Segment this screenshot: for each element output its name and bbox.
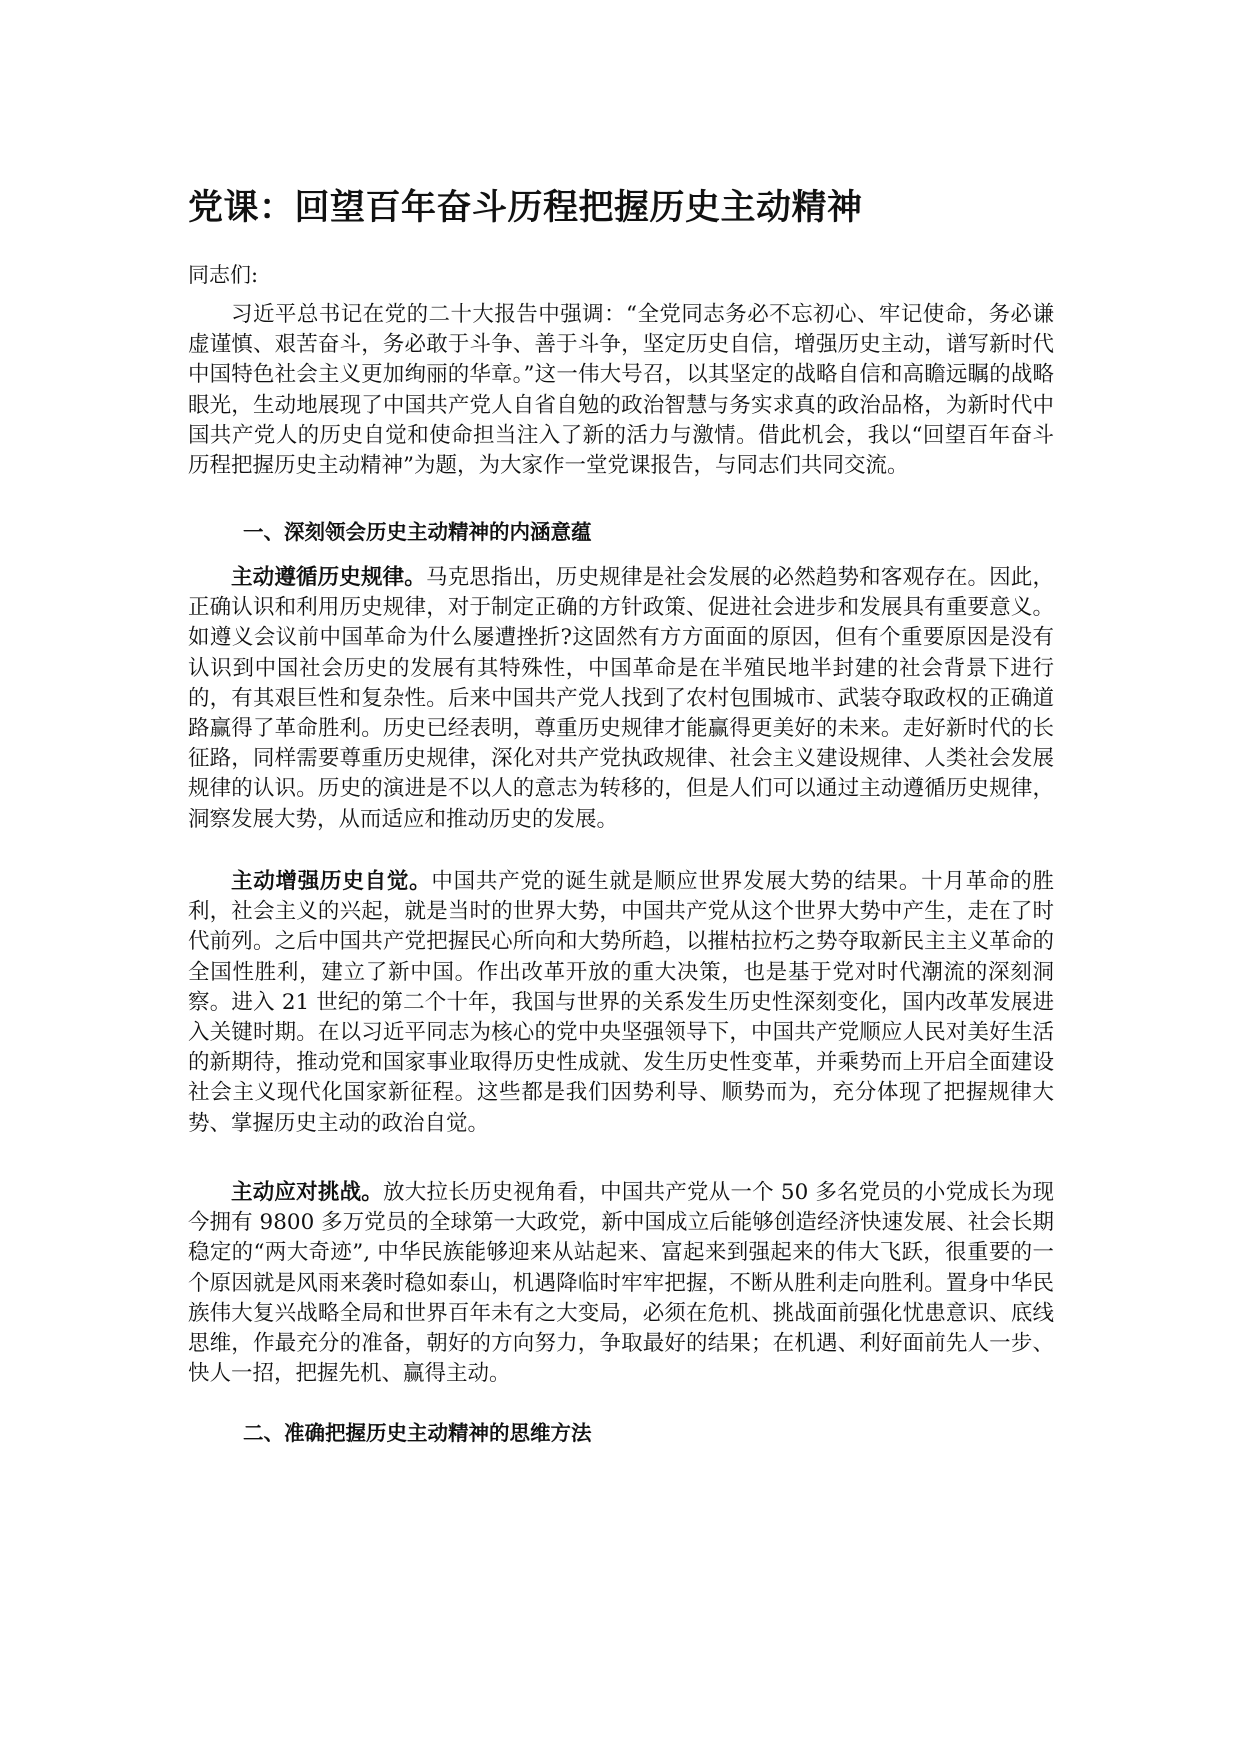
paragraph-1-body: 马克思指出，历史规律是社会发展的必然趋势和客观存在。因此，正确认识和利用历史规律，对于制定正确的方针政策、促进社会进步和发展具有重要意义。如遵义会议前中国革命为什么屡遭挫折?这固然有方方面面的原因，但有个重要原因是没有认识到中国社会历史的发展有其特殊性，中国革命是在半殖民地半封建的社会背景下进行的，有其艰巨性和复杂性。后来中国共产党人找到了农村包围城市、武装夺取政权的正确道路赢得了革命胜利。历史已经表明，尊重历史规律才能赢得更美好的未来。走好新时代的长征路，同样需要尊重历史规律，深化对共产党执政规律、社会主义建设规律、人类社会发展规律的认识。历史的演进是不以人的意志为转移的，但是人们可以通过主动遵循历史规律，洞察发展大势，从而适应和推动历史的发展。 xyxy=(188,565,1054,832)
section-heading-1: 一、深刻领会历史主动精神的内涵意蕴 xyxy=(243,520,592,544)
paragraph-2-body: 中国共产党的诞生就是顺应世界发展大势的结果。十月革命的胜利，社会主义的兴起，就是当时的世界大势，中国共产党从这个世界大势中产生，走在了时代前列。之后中国共产党把握民心所向和大势所趋，以摧枯拉朽之势夺取新民主主义革命的全国性胜利，建立了新中国。作出改革开放的重大决策，也是基于党对时代潮流的深刻洞察。进入 21 世纪的第二个十年，我国与世界的关系发生历史性深刻变化，国内改革发展进入关键时期。在以习近平同志为核心的党中央坚强领导下，中国共产党顺应人民对美好生活的新期待，推动党和国家事业取得历史性成就、发生历史性变革，并乘势而上开启全面建设社会主义现代化国家新征程。这些都是我们因势利导、顺势而为，充分体现了把握规律大势、掌握历史主动的政治自觉。 xyxy=(188,869,1054,1136)
paragraph-1 xyxy=(188,563,1054,835)
paragraph-2-wrap xyxy=(188,867,1054,1139)
paragraph-1-wrap xyxy=(188,563,1054,835)
paragraph-1-lead: 主动遵循历史规律。 xyxy=(231,565,426,590)
paragraph-3-body: 放大拉长历史视角看，中国共产党从一个 50 多名党员的小党成长为现今拥有 9800 多万党员的全球第一大政党，新中国成立后能够创造经济快速发展、社会长期稳定的“两大奇迹”, 中华民族能够迎来从站起来、富起来到强起来的伟大飞跃，很重要的一个原因就是风雨来袭时稳如泰山，机遇降临时牢牢把握，不断从胜利走向胜利。置身中华民族伟大复兴战略全局和世界百年未有之大变局，必须在危机、挑战面前强化忧患意识、底线思维，作最充分的准备，朝好的方向努力，争取最好的结果；在机遇、利好面前先人一步、快人一招，把握先机、赢得主动。 xyxy=(188,1180,1054,1387)
intro-paragraph: 习近平总书记在党的二十大报告中强调：“全党同志务必不忘初心、牢记使命，务必谦虚谨慎、艰苦奋斗，务必敢于斗争、善于斗争，坚定历史自信，增强历史主动，谱写新时代中国特色社会主义更加绚丽的华章。”这一伟大号召，以其坚定的战略自信和高瞻远瞩的战略眼光，生动地展现了中国共产党人自省自勉的政治智慧与务实求真的政治品格，为新时代中国共产党人的历史自觉和使命担当注入了新的活力与激情。借此机会，我以“回望百年奋斗历程把握历史主动精神”为题，为大家作一堂党课报告，与同志们共同交流。 xyxy=(188,302,1054,479)
paragraph-3-wrap xyxy=(188,1178,1054,1389)
paragraph-3-lead: 主动应对挑战。 xyxy=(231,1180,384,1205)
document-title: 党课：回望百年奋斗历程把握历史主动精神 xyxy=(188,188,863,228)
paragraph-3 xyxy=(188,1178,1054,1389)
paragraph-2 xyxy=(188,867,1054,1139)
intro-paragraph-wrap xyxy=(188,300,1054,481)
section-heading-2: 二、准确把握历史主动精神的思维方法 xyxy=(243,1421,592,1445)
paragraph-2-lead: 主动增强历史自觉。 xyxy=(231,869,432,894)
greeting: 同志们: xyxy=(188,263,259,287)
